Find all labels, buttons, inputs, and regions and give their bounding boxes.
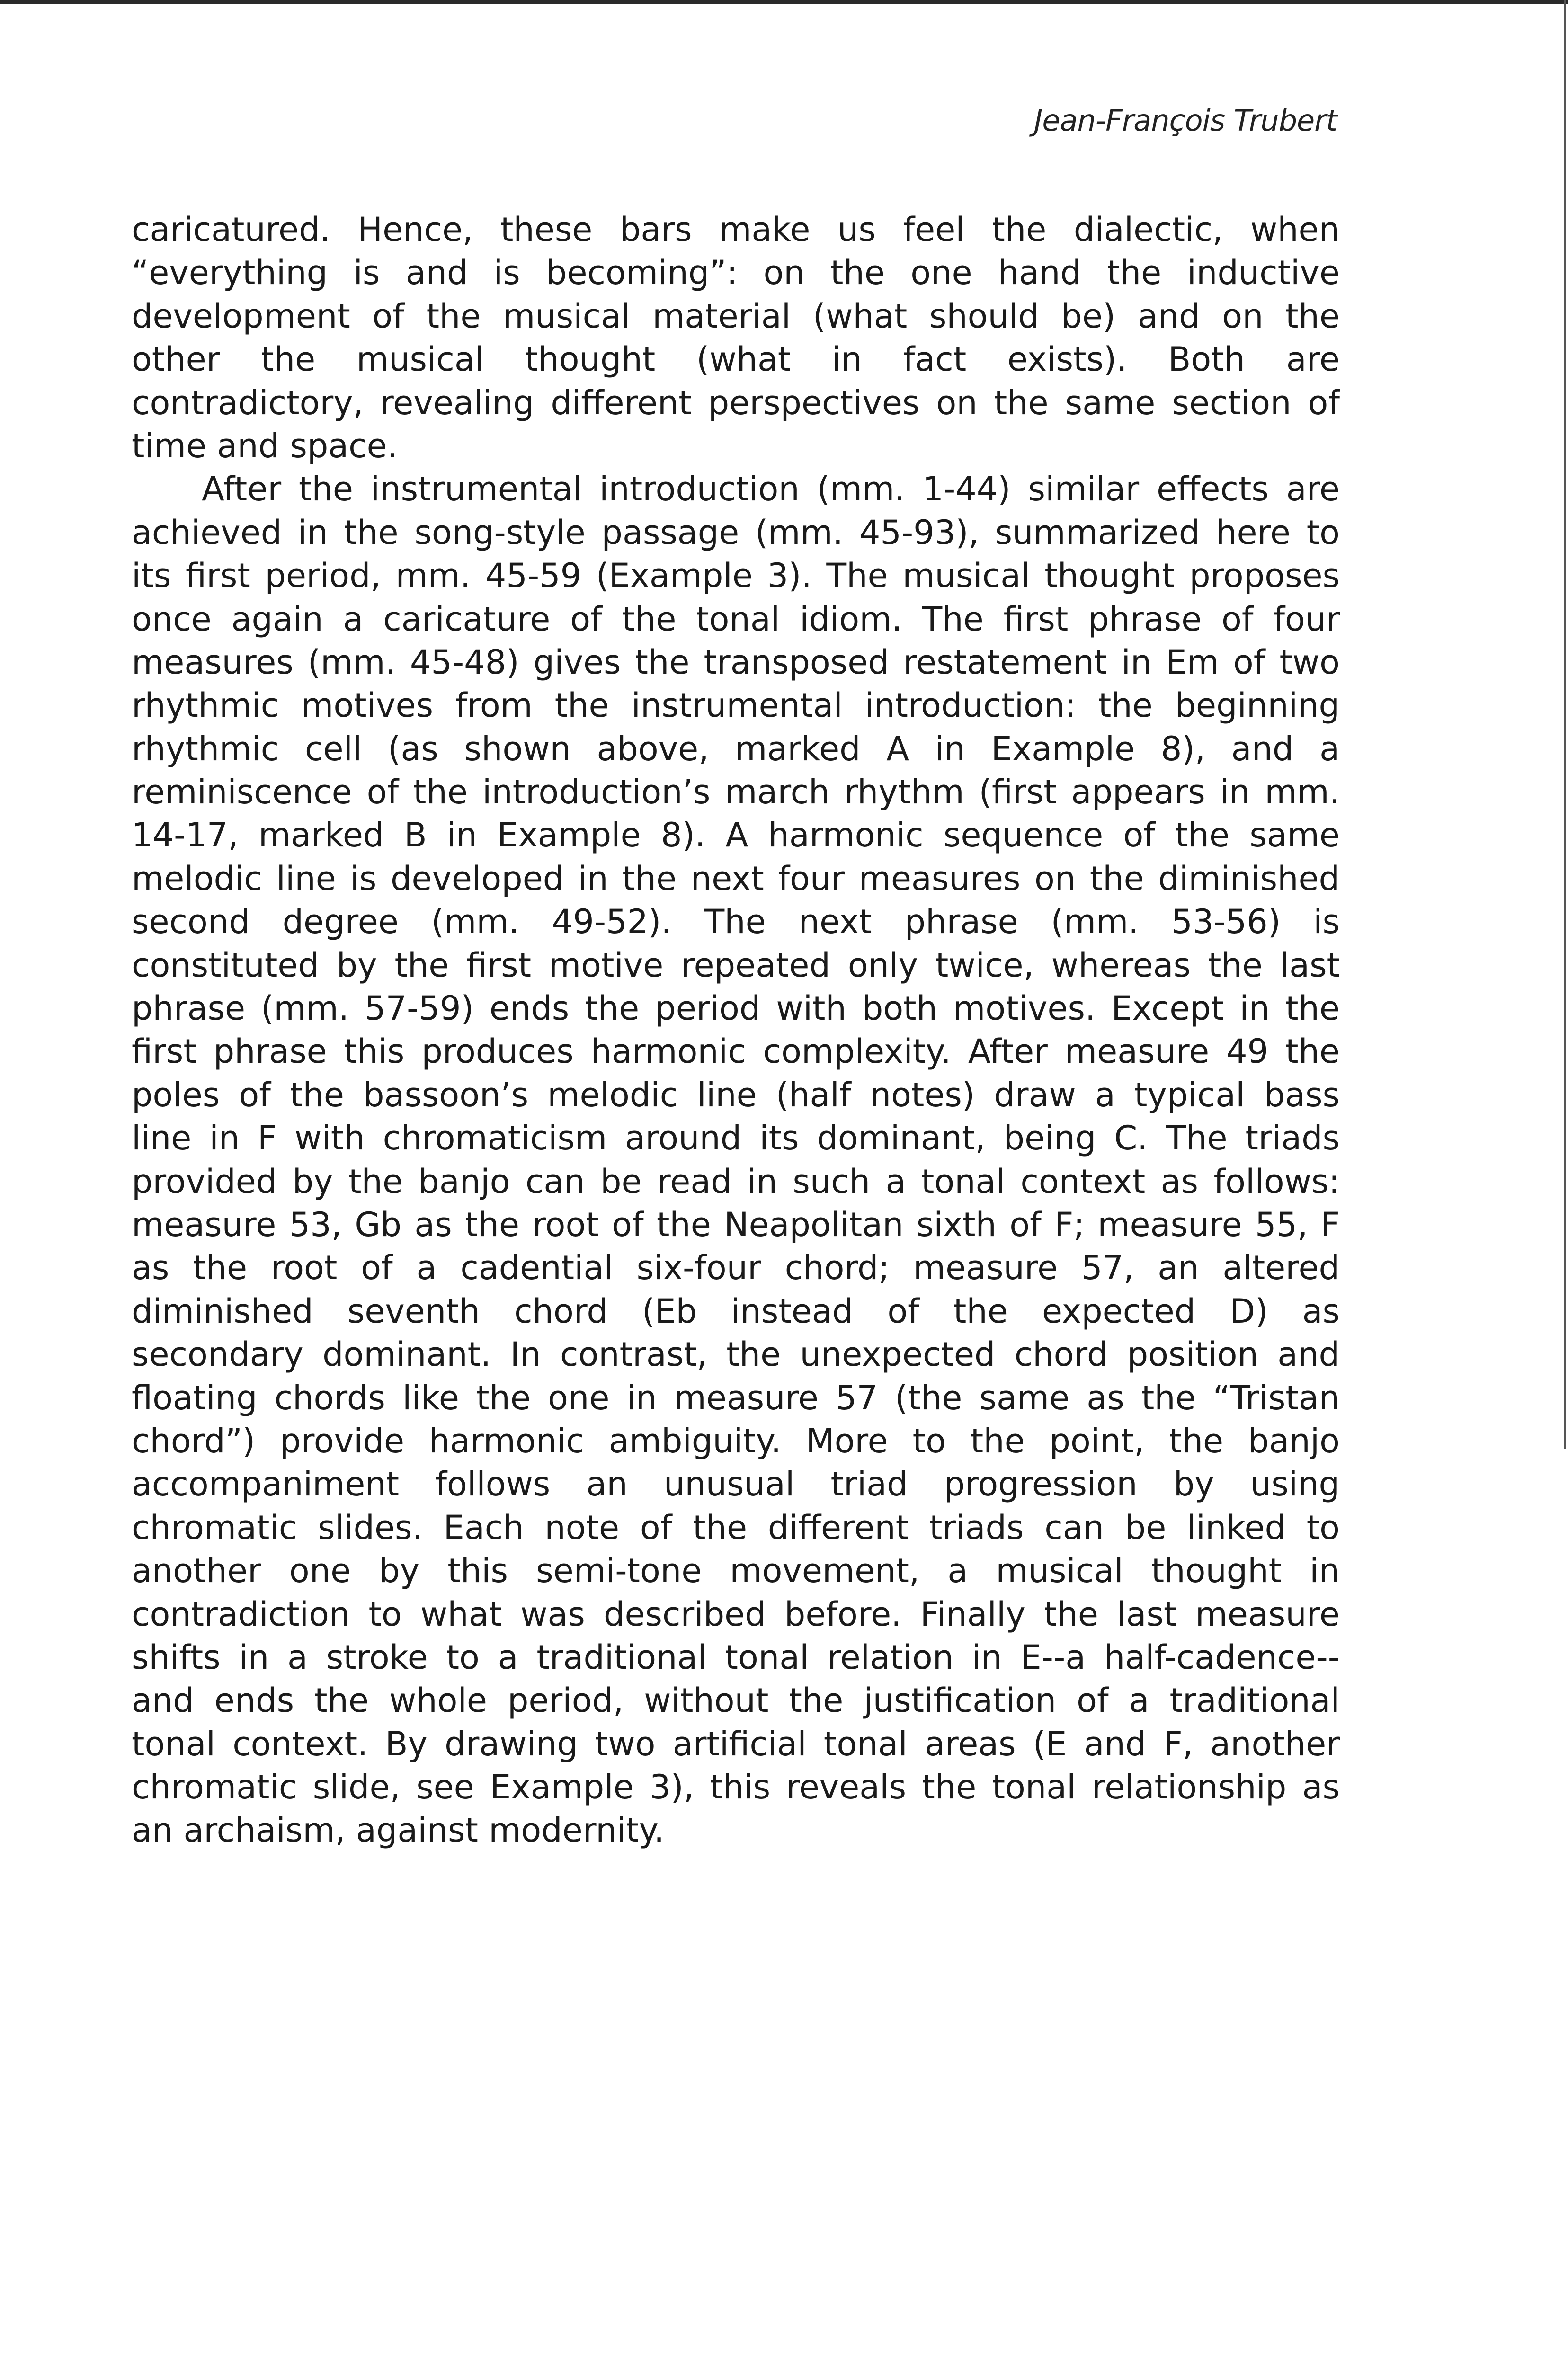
text-line: achieved in the song-style passage (mm. 45-93), summarized here to	[132, 513, 1340, 552]
text-line: rhythmic motives from the instrumental introduction: the beginning	[132, 686, 1340, 725]
scan-right-edge	[1564, 0, 1566, 1449]
text-line: another one by this semi-tone movement, a musical thought in	[132, 1551, 1340, 1591]
paragraph-1	[132, 208, 1340, 468]
text-line: contradictory, revealing different perspectives on the same section of	[132, 383, 1340, 422]
running-head-author: Jean-François Trubert	[1034, 103, 1337, 138]
text-line: chromatic slide, see Example 3), this reveals the tonal relationship as	[132, 1768, 1340, 1807]
text-line: chord”) provide harmonic ambiguity. More to the point, the banjo	[132, 1421, 1340, 1460]
text-line: other the musical thought (what in fact exists). Both are	[132, 340, 1340, 379]
text-line: first phrase this produces harmonic complexity. After measure 49 the	[132, 1032, 1340, 1071]
text-line: poles of the bassoon’s melodic line (half notes) draw a typical bass	[132, 1075, 1340, 1114]
paragraph-2	[132, 468, 1340, 1852]
text-line: once again a caricature of the tonal idiom. The first phrase of four	[132, 599, 1340, 639]
text-line: reminiscence of the introduction’s march rhythm (first appears in mm.	[132, 773, 1340, 812]
text-line: and ends the whole period, without the justification of a traditional	[132, 1681, 1340, 1720]
text-line: “everything is and is becoming”: on the one hand the inductive	[132, 253, 1340, 293]
text-line: caricatured. Hence, these bars make us feel the dialectic, when	[132, 210, 1340, 249]
text-line: provided by the banjo can be read in such a tonal context as follows:	[132, 1162, 1340, 1201]
text-line: constituted by the first motive repeated only twice, whereas the last	[132, 945, 1340, 985]
text-line: secondary dominant. In contrast, the unexpected chord position and	[132, 1335, 1340, 1374]
text-line: rhythmic cell (as shown above, marked A in Example 8), and a	[132, 729, 1340, 768]
text-line: After the instrumental introduction (mm. 1-44) similar effects are	[202, 470, 1340, 509]
text-line: line in F with chromaticism around its dominant, being C. The triads	[132, 1119, 1340, 1158]
text-line: its first period, mm. 45-59 (Example 3). The musical thought proposes	[132, 556, 1340, 596]
text-line: measures (mm. 45-48) gives the transposed restatement in Em of two	[132, 642, 1340, 682]
text-line: an archaism, against modernity.	[132, 1811, 665, 1850]
text-line: melodic line is developed in the next four measures on the diminished	[132, 859, 1340, 898]
scan-top-border	[0, 0, 1568, 4]
text-line: second degree (mm. 49-52). The next phrase (mm. 53-56) is	[132, 902, 1340, 942]
text-line: shifts in a stroke to a traditional tonal relation in E--a half-cadence--	[132, 1637, 1340, 1677]
text-line: time and space.	[132, 426, 398, 465]
text-line: tonal context. By drawing two artificial tonal areas (E and F, another	[132, 1724, 1340, 1763]
text-line: development of the musical material (what should be) and on the	[132, 296, 1340, 336]
text-line: floating chords like the one in measure 57 (the same as the “Tristan	[132, 1378, 1340, 1417]
body-text	[132, 208, 1340, 1852]
text-line: contradiction to what was described before. Finally the last measure	[132, 1594, 1340, 1634]
text-line: phrase (mm. 57-59) ends the period with both motives. Except in the	[132, 989, 1340, 1028]
text-line: accompaniment follows an unusual triad progression by using	[132, 1465, 1340, 1504]
text-line: chromatic slides. Each note of the different triads can be linked to	[132, 1508, 1340, 1547]
text-line: measure 53, Gb as the root of the Neapolitan sixth of F; measure 55, F	[132, 1205, 1340, 1244]
text-line: diminished seventh chord (Eb instead of the expected D) as	[132, 1291, 1340, 1331]
text-line: 14-17, marked B in Example 8). A harmonic sequence of the same	[132, 816, 1340, 855]
text-line: as the root of a cadential six-four chord; measure 57, an altered	[132, 1248, 1340, 1288]
